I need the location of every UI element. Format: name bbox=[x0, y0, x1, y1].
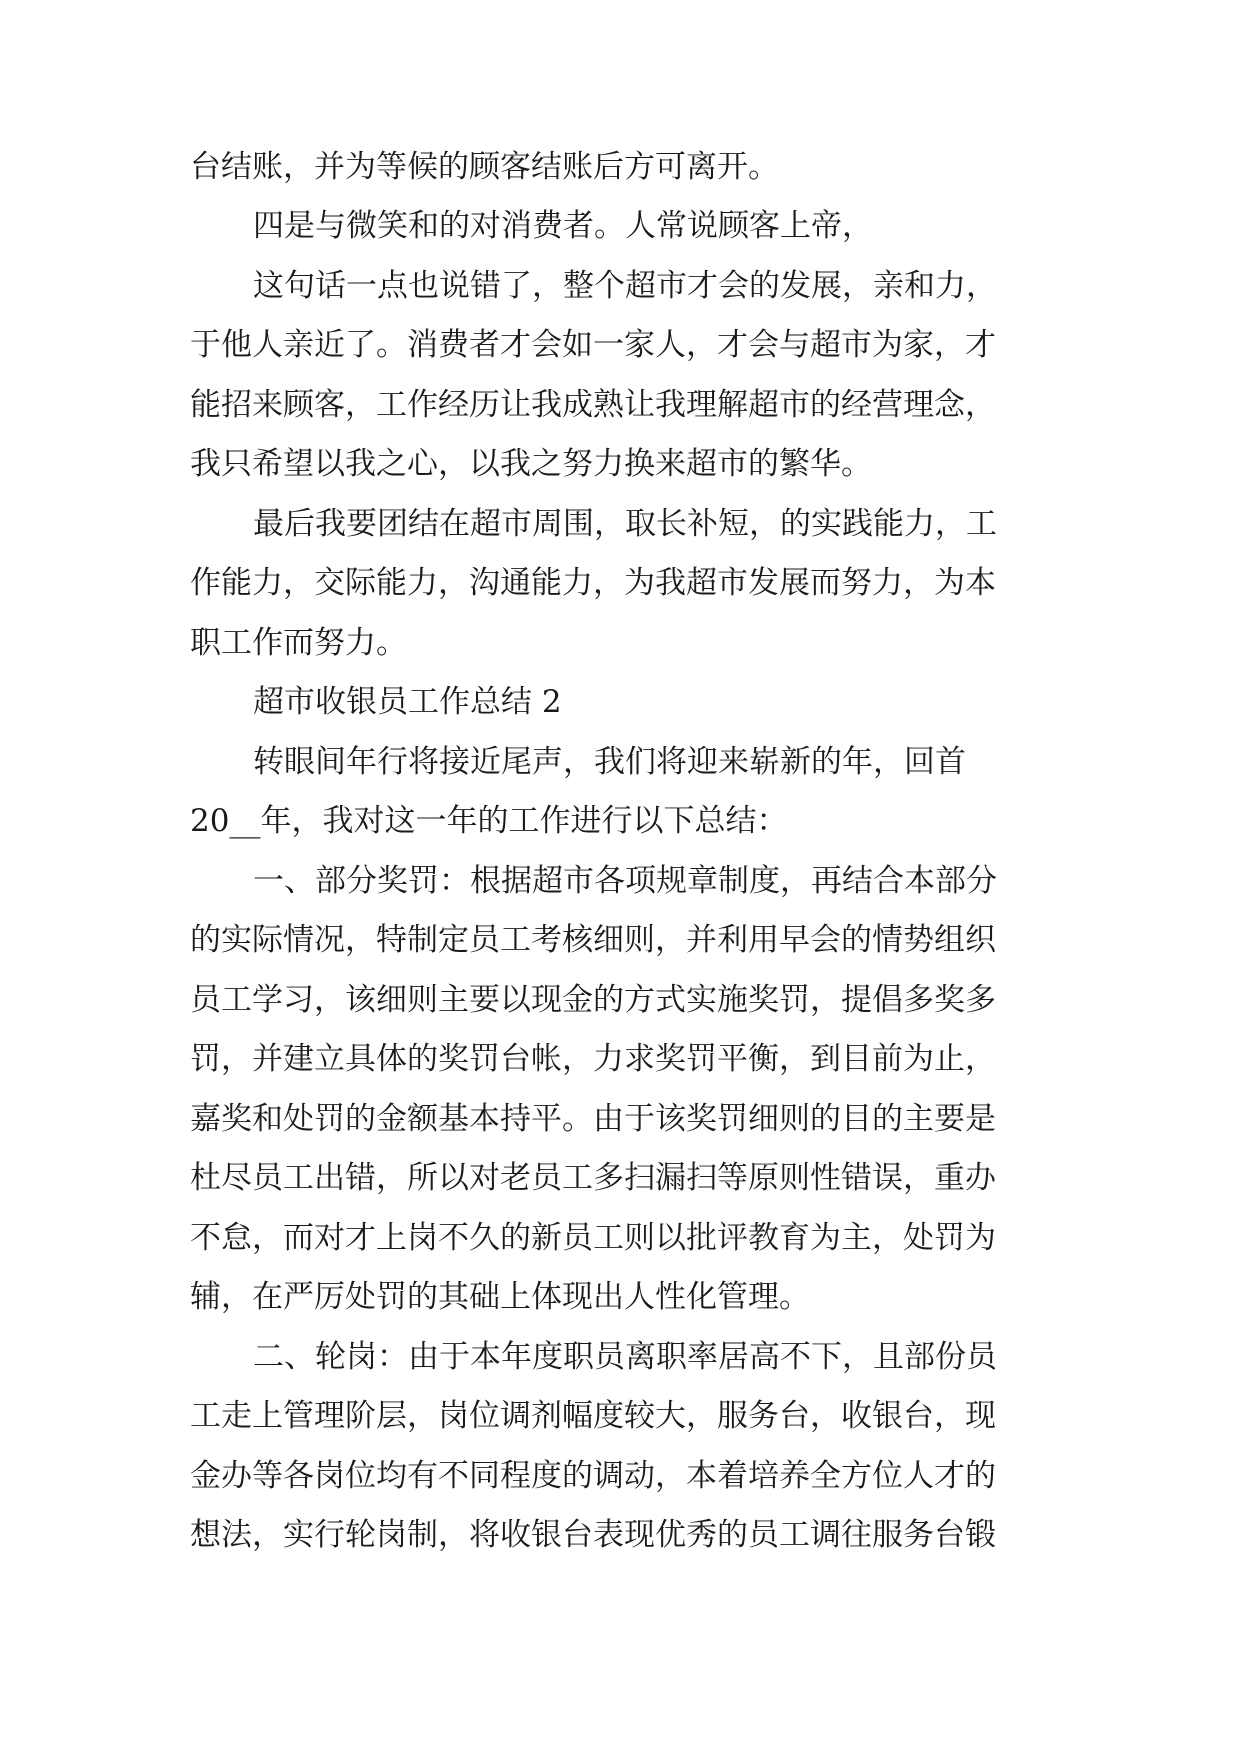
text-line: 台结账，并为等候的顾客结账后方可离开。 bbox=[190, 149, 779, 185]
text-line: 二、轮岗：由于本年度职员离职率居高不下，且部份员 bbox=[253, 1339, 997, 1375]
text-line: 这句话一点也说错了，整个超市才会的发展，亲和力， bbox=[253, 268, 997, 304]
text-line: 四是与微笑和的对消费者。人常说顾客上帝， bbox=[253, 208, 873, 244]
text-line: 的实际情况，特制定员工考核细则，并利用早会的情势组织 bbox=[190, 922, 996, 958]
text-line: 职工作而努力。 bbox=[190, 625, 407, 661]
text-line: 最后我要团结在超市周围，取长补短，的实践能力，工 bbox=[253, 506, 997, 542]
text-line: 想法，实行轮岗制，将收银台表现优秀的员工调往服务台锻 bbox=[190, 1517, 996, 1553]
text-line: 于他人亲近了。消费者才会如一家人，才会与超市为家，才 bbox=[190, 327, 996, 363]
text-line: 金办等各岗位均有不同程度的调动，本着培养全方位人才的 bbox=[190, 1458, 996, 1494]
text-line: 一、部分奖罚：根据超市各项规章制度，再结合本部分 bbox=[253, 863, 997, 899]
text-line: 20__年，我对这一年的工作进行以下总结： bbox=[190, 803, 788, 839]
text-line: 能招来顾客，工作经历让我成熟让我理解超市的经营理念， bbox=[190, 387, 996, 423]
text-line: 辅，在严厉处罚的其础上体现出人性化管理。 bbox=[190, 1279, 810, 1315]
text-line: 工走上管理阶层，岗位调剂幅度较大，服务台，收银台，现 bbox=[190, 1398, 996, 1434]
text-line: 员工学习，该细则主要以现金的方式实施奖罚，提倡多奖多 bbox=[190, 982, 996, 1018]
text-line: 转眼间年行将接近尾声，我们将迎来崭新的年，回首 bbox=[253, 744, 966, 780]
text-line: 我只希望以我之心，以我之努力换来超市的繁华。 bbox=[190, 446, 872, 482]
text-line: 嘉奖和处罚的金额基本持平。由于该奖罚细则的目的主要是 bbox=[190, 1101, 996, 1137]
text-line: 罚，并建立具体的奖罚台帐，力求奖罚平衡，到目前为止， bbox=[190, 1041, 996, 1077]
text-line: 作能力，交际能力，沟通能力，为我超市发展而努力，为本 bbox=[190, 565, 996, 601]
text-line: 不怠，而对才上岗不久的新员工则以批评教育为主，处罚为 bbox=[190, 1220, 996, 1256]
text-line: 杜尽员工出错，所以对老员工多扫漏扫等原则性错误，重办 bbox=[190, 1160, 996, 1196]
section-heading: 超市收银员工作总结 2 bbox=[253, 684, 562, 720]
